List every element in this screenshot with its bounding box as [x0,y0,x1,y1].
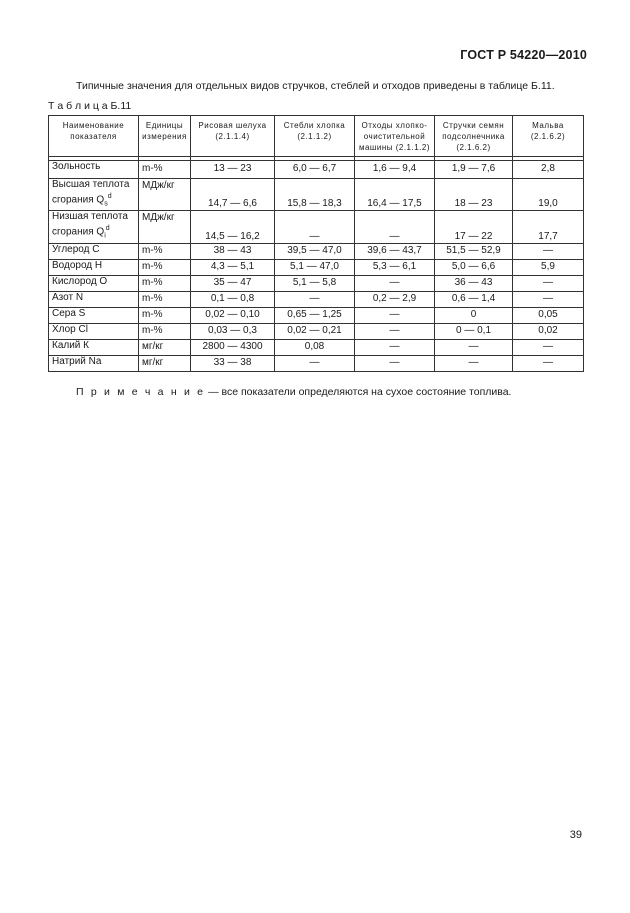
table-row [49,291,584,307]
row-unit: m-% [139,275,191,291]
table-cell: — [355,323,435,339]
column-header: Стебли хлопка (2.1.1.2) [275,116,355,157]
table-cell: 0 [435,307,513,323]
row-name: Углерод С [49,243,139,259]
table-cell: — [513,275,584,291]
table-cell: 39,5 — 47,0 [275,243,355,259]
table-cell: 0,6 — 1,4 [435,291,513,307]
table-cell: 5,0 — 6,6 [435,259,513,275]
document-code: ГОСТ Р 54220—2010 [460,48,587,62]
table-cell: 0,08 [275,339,355,355]
table-cell: 0,02 — 0,10 [191,307,275,323]
table-cell: — [513,291,584,307]
row-name: Сера S [49,307,139,323]
column-header: Отходы хлопко-очистительной машины (2.1.1.2) [355,116,435,157]
table-cell: 5,1 — 5,8 [275,275,355,291]
table-cell: 15,8 — 18,3 [275,179,355,211]
table-row [49,339,584,355]
table-cell: 0,65 — 1,25 [275,307,355,323]
table-cell: 39,6 — 43,7 [355,243,435,259]
table-cell: 0,05 [513,307,584,323]
table-cell: 2,8 [513,161,584,179]
row-unit: m-% [139,243,191,259]
row-name: Высшая теплота сгорания $Q_s^d$ [49,179,139,211]
table-row [49,211,584,243]
table-cell: 38 — 43 [191,243,275,259]
row-unit: МДж/кг [139,179,191,211]
table-cell: 17,7 [513,211,584,243]
row-unit: m-% [139,307,191,323]
table-cell: 4,3 — 5,1 [191,259,275,275]
table-cell: — [355,211,435,243]
row-name: Хлор Cl [49,323,139,339]
row-name: Зольность [49,161,139,179]
table-cell: 13 — 23 [191,161,275,179]
row-unit: m-% [139,291,191,307]
column-header: Единицы измерения [139,116,191,157]
table-cell: 5,9 [513,259,584,275]
table-cell: — [275,291,355,307]
table-row [49,323,584,339]
table-cell: 14,7 — 6,6 [191,179,275,211]
table-row [49,179,584,211]
table-cell: 33 — 38 [191,355,275,371]
table-cell: 1,6 — 9,4 [355,161,435,179]
table-cell: 6,0 — 6,7 [275,161,355,179]
column-header: Рисовая шелуха (2.1.1.4) [191,116,275,157]
table-cell: — [355,307,435,323]
table-cell: — [435,339,513,355]
table-row [49,259,584,275]
table-cell: — [513,243,584,259]
table-cell: — [275,211,355,243]
table-cell: — [513,355,584,371]
table-cell: 36 — 43 [435,275,513,291]
table-cell: 0,02 [513,323,584,339]
properties-table [48,115,584,372]
table-cell: 14,5 — 16,2 [191,211,275,243]
page-number: 39 [569,829,582,841]
row-unit: МДж/кг [139,211,191,243]
table-row [49,161,584,179]
table-cell: 0,03 — 0,3 [191,323,275,339]
table-cell: 0 — 0,1 [435,323,513,339]
row-name: Кислород О [49,275,139,291]
table-cell: — [355,355,435,371]
table-cell: 0,1 — 0,8 [191,291,275,307]
table-cell: — [275,355,355,371]
column-header: Мальва (2.1.6.2) [513,116,584,157]
table-row [49,355,584,371]
row-unit: m-% [139,161,191,179]
table-cell: 35 — 47 [191,275,275,291]
note-text: — все показатели определяются на сухое состояние топлива. [205,386,512,398]
row-unit: мг/кг [139,339,191,355]
table-header-row [49,116,584,157]
table-cell: — [355,275,435,291]
table-cell: 19,0 [513,179,584,211]
row-name: Калий К [49,339,139,355]
table-cell: 18 — 23 [435,179,513,211]
row-name: Натрий Na [49,355,139,371]
table-note [76,386,511,398]
table-cell: — [355,339,435,355]
table-cell: 1,9 — 7,6 [435,161,513,179]
table-caption: Т а б л и ц а Б.11 [48,100,132,112]
table-cell: 2800 — 4300 [191,339,275,355]
table-row [49,275,584,291]
table-cell: 5,1 — 47,0 [275,259,355,275]
table-cell: — [435,355,513,371]
table-row [49,307,584,323]
row-name: Азот N [49,291,139,307]
row-unit: m-% [139,323,191,339]
table-cell: 0,02 — 0,21 [275,323,355,339]
table-cell: 17 — 22 [435,211,513,243]
row-unit: мг/кг [139,355,191,371]
table-cell: 51,5 — 52,9 [435,243,513,259]
table-cell: 16,4 — 17,5 [355,179,435,211]
table-cell: — [513,339,584,355]
column-header: Наименование показателя [49,116,139,157]
column-header: Стручки семян подсолнечника (2.1.6.2) [435,116,513,157]
intro-paragraph: Типичные значения для отдельных видов стручков, стеблей и отходов приведены в таблице Б.11. [76,80,555,92]
table-cell: 5,3 — 6,1 [355,259,435,275]
row-name: Низшая теплота сгорания $Q_i^d$ [49,211,139,243]
row-name: Водород Н [49,259,139,275]
row-unit: m-% [139,259,191,275]
note-label: П р и м е ч а н и е [76,386,206,398]
table-row [49,243,584,259]
table-cell: 0,2 — 2,9 [355,291,435,307]
